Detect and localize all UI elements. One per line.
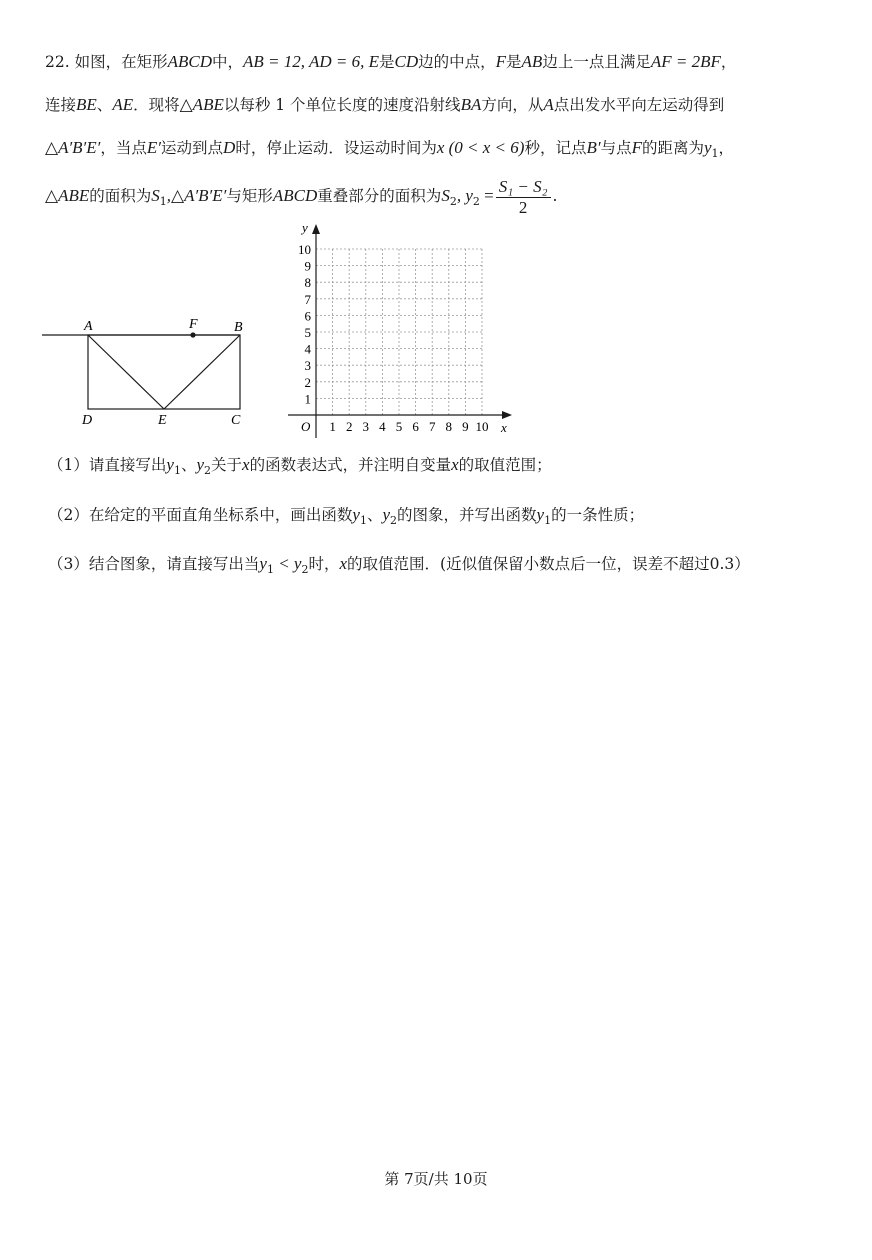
y-tick-labels: [298, 242, 312, 406]
label-a: A: [84, 319, 93, 334]
label-e: E: [158, 413, 167, 428]
y-tick-label: 10: [298, 242, 311, 257]
problem-line-2: 连接BE、AE．现将△ABE以每秒 1 个单位长度的速度沿射线BA方向，从A点出发水平向左运动得到: [45, 95, 725, 114]
y-tick-label: 9: [304, 258, 311, 274]
point-f: [190, 332, 195, 337]
x-tick-label: 7: [428, 419, 436, 434]
problem-number: 22.: [45, 53, 70, 71]
x-tick-label: 6: [412, 419, 419, 434]
rectangle-abcd: [88, 335, 240, 409]
y-tick-label: 8: [304, 275, 311, 291]
y-axis-arrow: [312, 224, 320, 234]
origin-label: O: [301, 419, 311, 434]
grid-lines: [316, 249, 482, 415]
y-tick-label: 3: [304, 358, 311, 374]
x-tick-label: 9: [462, 419, 469, 434]
x-axis-arrow: [502, 411, 512, 419]
page-footer: 第 7页/共 10页: [384, 1170, 488, 1188]
x-tick-label: 2: [345, 419, 353, 434]
problem-line-4: △ABE的面积为$S_1,\triangle A'B'E'$与矩形ABCD重叠部分的面积为$S_2$, $y_2$ = $\frac{\text{S₁ − S₂}}{2}$ .: [45, 176, 558, 217]
coordinate-grid: [280, 220, 520, 442]
question-1: （1）请直接写出$y_1$、$y_2$关于x的函数表达式，并注明自变量x的取值范围；: [48, 455, 552, 478]
x-tick-label: 1: [329, 419, 336, 434]
y-tick-label: 6: [304, 308, 311, 324]
rectangle-figure: [40, 312, 255, 432]
x-tick-label: 8: [445, 419, 453, 434]
segment-ae: [88, 335, 164, 409]
y-tick-label: 1: [304, 391, 311, 407]
fraction: $\frac{\text{S₁ − S₂}}{2}$: [496, 177, 551, 218]
label-b: B: [234, 320, 243, 335]
label-d: D: [82, 413, 93, 428]
y-axis-label: y: [302, 220, 308, 235]
x-tick-labels: [329, 419, 488, 434]
question-2: （2）在给定的平面直角坐标系中，画出函数$y_1$、$y_2$的图象，并写出函数$y_1$的一条性质；: [48, 505, 645, 528]
y-tick-label: 2: [304, 374, 311, 390]
problem-line-1: 22. 如图，在矩形ABCD中，AB = 12, AD = 6, E是CD边的中点，F是AB边上一点且满足AF = 2BF，: [45, 52, 737, 71]
question-3: （3）结合图象，请直接写出当$y_1 < y_2$时，x的取值范围．(近似值保留小数点后一位，误差不超过0.3）: [48, 554, 750, 577]
y-tick-label: 7: [304, 291, 311, 307]
label-f: F: [189, 317, 198, 332]
x-tick-label: 3: [362, 419, 370, 434]
problem-line-3: △A′B′E′，当点E′运动到点D时，停止运动．设运动时间为x (0 < x < 6)秒，记点B′与点F的距离为$y_1$，: [45, 138, 735, 161]
segment-be: [164, 335, 240, 409]
label-c: C: [231, 413, 241, 428]
y-tick-label: 4: [304, 341, 311, 357]
x-tick-label: 4: [379, 419, 386, 434]
x-tick-label: 10: [475, 419, 489, 434]
y-tick-label: 5: [304, 325, 311, 340]
x-axis-label: x: [501, 420, 507, 435]
x-tick-label: 5: [395, 419, 403, 434]
